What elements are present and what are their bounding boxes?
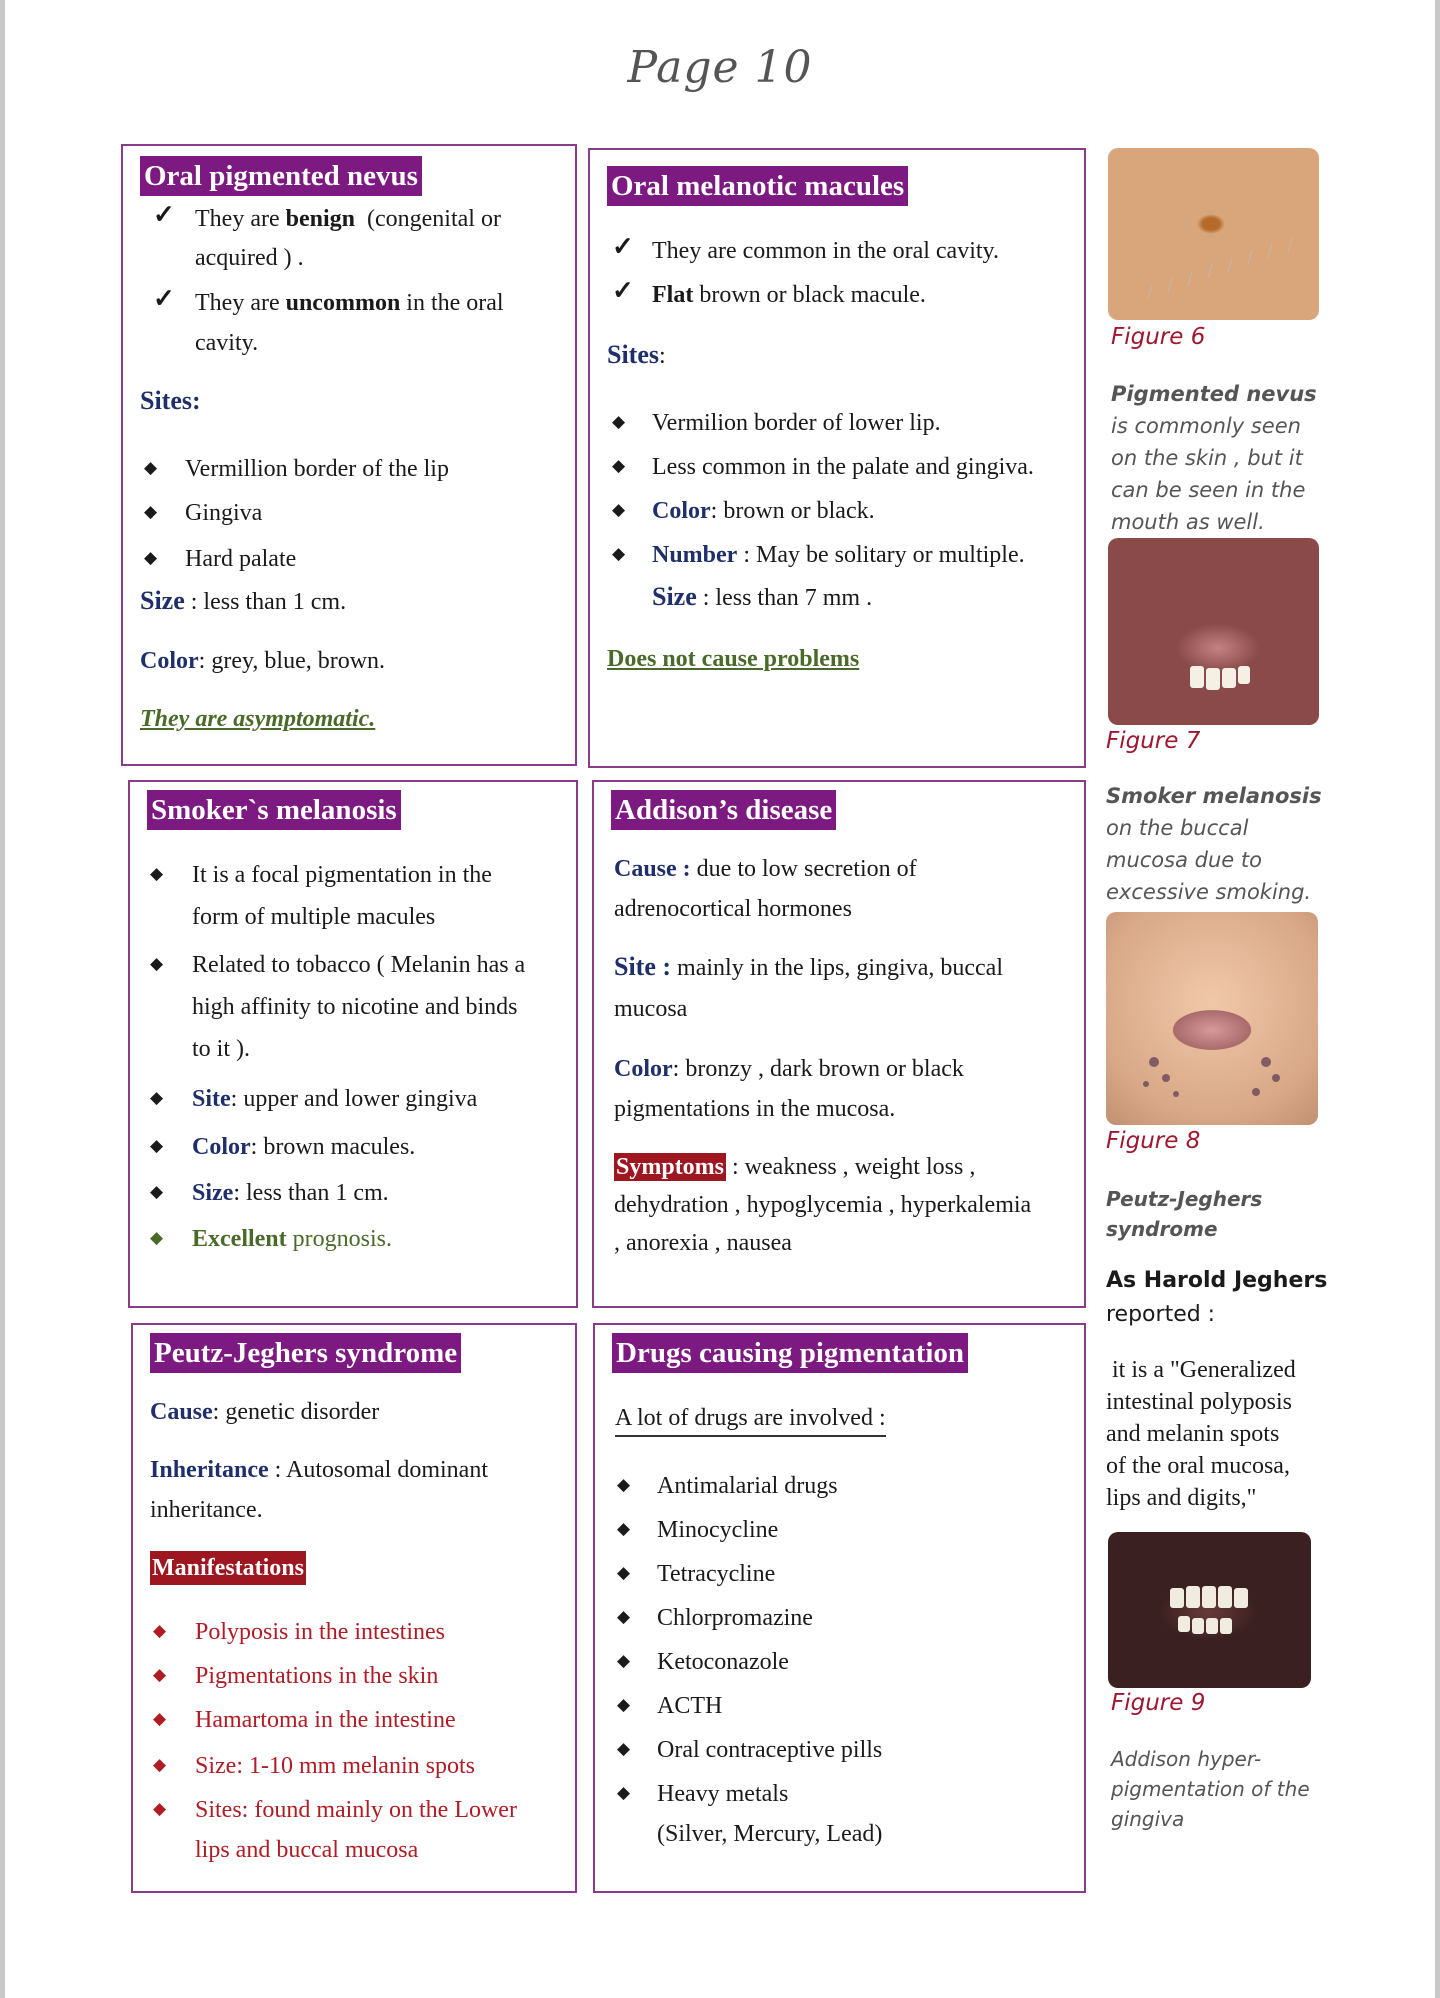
- smoker-site: Site: upper and lower gingiva: [192, 1086, 478, 1112]
- drugs-box: [593, 1323, 1086, 1893]
- diamond-icon: ◆: [612, 456, 626, 475]
- smoker-point-2-end: to it ).: [192, 1036, 250, 1062]
- peutz-manifestation-4: Size: 1-10 mm melanin spots: [195, 1753, 475, 1779]
- nevus-point-1: They are benign (congenital or: [195, 206, 501, 232]
- check-icon: ✓: [153, 284, 175, 313]
- check-icon: ✓: [612, 276, 634, 305]
- drug-item: Heavy metals: [657, 1781, 789, 1807]
- check-icon: ✓: [153, 200, 175, 229]
- harold-quote: it is a "Generalized intestinal polyposis and melanin spots of the oral mucosa, lips and digits,": [1106, 1357, 1296, 1511]
- smoker-point-1: It is a focal pigmentation in the: [192, 862, 492, 888]
- macules-point-2: Flat brown or black macule.: [652, 282, 926, 308]
- drug-item: Ketoconazole: [657, 1649, 789, 1675]
- drugs-intro: A lot of drugs are involved :: [615, 1403, 886, 1437]
- diamond-icon: ◆: [150, 1136, 164, 1155]
- diamond-icon: ◆: [617, 1607, 631, 1626]
- addison-box: [592, 780, 1086, 1308]
- peutz-cause: Cause: genetic disorder: [150, 1399, 380, 1425]
- addison-title: Addison’s disease: [611, 790, 836, 830]
- diamond-icon: ◆: [612, 412, 626, 431]
- nevus-color: Color: grey, blue, brown.: [140, 648, 386, 674]
- addison-symptoms-cont: dehydration , hypoglycemia , hyperkalemia: [614, 1192, 1032, 1218]
- macules-site-2: Less common in the palate and gingiva.: [652, 454, 1034, 480]
- check-icon: ✓: [612, 232, 634, 261]
- smoker-title: Smoker`s melanosis: [147, 790, 401, 830]
- diamond-icon: ◆: [150, 1182, 164, 1201]
- addison-cause-cont: adrenocortical hormones: [614, 896, 852, 922]
- addison-cause: Cause : due to low secretion of: [614, 856, 917, 882]
- diamond-icon: ◆: [150, 1228, 164, 1247]
- drug-item: Chlorpromazine: [657, 1605, 813, 1631]
- macules-number: Number : May be solitary or multiple.: [652, 542, 1025, 568]
- macules-note: Does not cause problems: [607, 646, 860, 672]
- smoker-point-2: Related to tobacco ( Melanin has a: [192, 952, 526, 978]
- diamond-icon: ◆: [153, 1799, 167, 1818]
- addison-color-cont: pigmentations in the mucosa.: [614, 1096, 896, 1122]
- nevus-note: They are asymptomatic.: [140, 706, 376, 732]
- diamond-icon: ◆: [153, 1621, 167, 1640]
- peutz-inheritance-cont: inheritance.: [150, 1497, 263, 1523]
- diamond-icon: ◆: [150, 1088, 164, 1107]
- drug-item: Antimalarial drugs: [657, 1473, 838, 1499]
- macules-size: Size : less than 7 mm .: [652, 582, 873, 611]
- smoker-point-2-cont: high affinity to nicotine and binds: [192, 994, 518, 1020]
- macules-point-1: They are common in the oral cavity.: [652, 238, 999, 264]
- figure-7-caption: Smoker melanosis on the buccal mucosa due to excessive smoking.: [1106, 784, 1322, 904]
- diamond-icon: ◆: [144, 502, 158, 521]
- smoker-point-1-cont: form of multiple macules: [192, 904, 436, 930]
- peutz-manifestation-5-cont: lips and buccal mucosa: [195, 1837, 419, 1863]
- diamond-icon: ◆: [612, 500, 626, 519]
- peutz-manifestation-1: Polyposis in the intestines: [195, 1619, 446, 1645]
- harold-line-2: reported :: [1106, 1302, 1216, 1327]
- macules-site-1: Vermilion border of lower lip.: [652, 410, 941, 436]
- smoker-box: [128, 780, 578, 1308]
- harold-line-1: As Harold Jeghers: [1106, 1268, 1328, 1293]
- diamond-icon: ◆: [612, 544, 626, 563]
- peutz-manifestation-2: Pigmentations in the skin: [195, 1663, 439, 1689]
- nevus-point-2: They are uncommon in the oral: [195, 290, 504, 316]
- figure-9-label: Figure 9: [1111, 1690, 1206, 1716]
- nevus-size: Size : less than 1 cm.: [140, 586, 347, 615]
- peutz-title: Peutz-Jeghers syndrome: [150, 1333, 461, 1373]
- diamond-icon: ◆: [153, 1709, 167, 1728]
- figure-7-image: [1108, 538, 1319, 725]
- figure-8-caption: Peutz-Jeghers syndrome: [1106, 1187, 1263, 1241]
- addison-color: Color: bronzy , dark brown or black: [614, 1056, 964, 1082]
- nevus-site-1: Vermillion border of the lip: [185, 456, 449, 482]
- diamond-icon: ◆: [617, 1783, 631, 1802]
- smoker-size: Size: less than 1 cm.: [192, 1180, 389, 1206]
- nevus-sites-label: Sites:: [140, 386, 201, 415]
- diamond-icon: ◆: [144, 458, 158, 477]
- smoker-prognosis: Excellent prognosis.: [192, 1226, 392, 1252]
- page-title: Page 10: [627, 42, 813, 93]
- addison-symptoms: Symptoms : weakness , weight loss ,: [616, 1154, 976, 1180]
- figure-9-image: [1108, 1532, 1311, 1688]
- figure-8-image: [1106, 912, 1318, 1125]
- nevus-point-1-cont: acquired ) .: [195, 245, 304, 271]
- teeth-icon: [1108, 1532, 1311, 1688]
- drug-item: Tetracycline: [657, 1561, 776, 1587]
- nevus-box: [121, 144, 577, 766]
- teeth-icon: [1108, 538, 1319, 725]
- pigment-spots-icon: [1106, 912, 1318, 1125]
- left-edge: [0, 0, 5, 1998]
- figure-9-caption: Addison hyper- pigmentation of the gingiva: [1111, 1747, 1310, 1831]
- peutz-manifestations-label: Manifestations: [150, 1551, 306, 1585]
- diamond-icon: ◆: [153, 1755, 167, 1774]
- diamond-icon: ◆: [617, 1651, 631, 1670]
- diamond-icon: ◆: [150, 954, 164, 973]
- drug-item: Minocycline: [657, 1517, 779, 1543]
- nevus-title: Oral pigmented nevus: [140, 156, 422, 196]
- macules-sites-label: Sites:: [607, 340, 666, 369]
- figure-6-image: [1108, 148, 1319, 320]
- peutz-manifestation-3: Hamartoma in the intestine: [195, 1707, 456, 1733]
- peutz-box: [131, 1323, 577, 1893]
- macules-color: Color: brown or black.: [652, 498, 875, 524]
- drug-item: Oral contraceptive pills: [657, 1737, 883, 1763]
- diamond-icon: ◆: [617, 1739, 631, 1758]
- figure-8-label: Figure 8: [1106, 1128, 1201, 1154]
- peutz-inheritance: Inheritance : Autosomal dominant: [150, 1457, 488, 1483]
- diamond-icon: ◆: [617, 1519, 631, 1538]
- figure-6-label: Figure 6: [1111, 324, 1206, 350]
- diamond-icon: ◆: [617, 1475, 631, 1494]
- addison-site-cont: mucosa: [614, 996, 688, 1022]
- figure-7-label: Figure 7: [1106, 728, 1201, 754]
- figure-6-caption: Pigmented nevus is commonly seen on the skin , but it can be seen in the mouth as well.: [1111, 382, 1317, 534]
- drug-item: ACTH: [657, 1693, 723, 1719]
- diamond-icon: ◆: [144, 548, 158, 567]
- diamond-icon: ◆: [617, 1695, 631, 1714]
- addison-site: Site : mainly in the lips, gingiva, buccal: [614, 952, 1003, 981]
- diamond-icon: ◆: [150, 864, 164, 883]
- right-edge: [1435, 0, 1440, 1998]
- drug-metals-detail: (Silver, Mercury, Lead): [657, 1821, 883, 1847]
- macules-title: Oral melanotic macules: [607, 166, 908, 206]
- addison-symptoms-end: , anorexia , nausea: [614, 1230, 792, 1256]
- macules-box: [588, 148, 1086, 768]
- nevus-point-2-cont: cavity.: [195, 330, 259, 356]
- ruler-marks-icon: [1108, 148, 1319, 320]
- peutz-manifestation-5: Sites: found mainly on the Lower: [195, 1797, 517, 1823]
- drugs-title: Drugs causing pigmentation: [612, 1333, 968, 1373]
- nevus-site-2: Gingiva: [185, 500, 263, 526]
- nevus-site-3: Hard palate: [185, 546, 297, 572]
- diamond-icon: ◆: [153, 1665, 167, 1684]
- diamond-icon: ◆: [617, 1563, 631, 1582]
- smoker-color: Color: brown macules.: [192, 1134, 416, 1160]
